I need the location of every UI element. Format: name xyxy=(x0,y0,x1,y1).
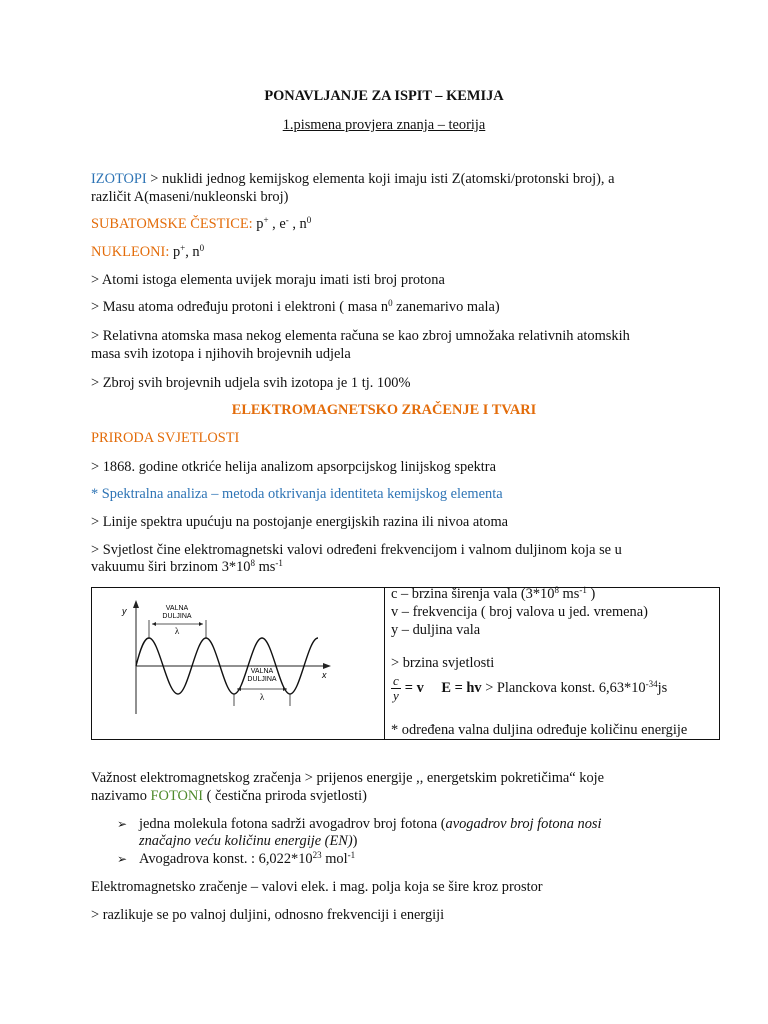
bullet-arrow-2: ➢ xyxy=(117,852,128,866)
box-c-text-a: c – brzina širenja vala (3*10 xyxy=(391,586,555,602)
box-c-text-c: ) xyxy=(586,586,596,602)
vaznost-line-1: Važnost elektromagnetskog zračenja > prijenos energije ,, energetskim pokretičima“ koje xyxy=(91,770,605,786)
bullet-1-text: jedna molekula fotona sadrži avogadrov broj fotona ( xyxy=(139,816,446,832)
box-y-line: y – duljina vala xyxy=(391,622,481,638)
top-label-1: VALNA xyxy=(165,605,189,612)
planck-text-b: js xyxy=(657,679,668,696)
bullet-1-italic-1: avogadrov broj fotona nosi xyxy=(445,816,602,832)
top-label-2: DULJINA xyxy=(162,613,192,620)
x-axis-arrow xyxy=(323,663,331,669)
box-brzina-line: > brzina svjetlosti xyxy=(391,655,495,671)
neutron-symbol: , n xyxy=(288,216,307,232)
document-title: PONAVLJANJE ZA ISPIT – KEMIJA xyxy=(264,88,504,104)
electron-symbol: , e xyxy=(268,216,286,232)
nukleoni-proton-charge: + xyxy=(180,243,186,253)
wave-diagram xyxy=(112,594,372,734)
box-equation-line xyxy=(391,674,667,703)
bullet-1-end: ) xyxy=(352,833,358,849)
masa-text-a: > Masu atoma određuju protoni i elektroni ( masa n xyxy=(91,299,389,315)
relativna-line-2: masa svih izotopa i njihovih brojevnih udjela xyxy=(91,346,351,362)
paragraph-1868: > 1868. godine otkriće helija analizom apsorpcijskog linijskog spektra xyxy=(91,459,496,475)
top-dim-arrow-left xyxy=(152,622,156,626)
document-subtitle: 1.pismena provjera znanja – teorija xyxy=(282,117,486,133)
svjetlost-text-b: ms xyxy=(254,559,276,575)
planck-text-a: > Planckova konst. 6,63*10 xyxy=(481,679,646,696)
svjetlost-text-a: vakuumu širi brzinom 3*10 xyxy=(91,559,251,575)
bullet-2-sup-1: 23 xyxy=(312,850,322,860)
box-c-text-b: ms xyxy=(558,586,580,602)
bullet-1-line-1 xyxy=(139,815,602,833)
priroda-heading: PRIRODA SVJETLOSTI xyxy=(91,430,240,446)
masa-paragraph xyxy=(91,298,691,316)
svjetlost-line-2 xyxy=(91,558,691,576)
bullet-arrow-1: ➢ xyxy=(117,817,128,831)
svjetlost-line-1: > Svjetlost čine elektromagnetski valovi određeni frekvencijom i valnom duljinom koja se u xyxy=(91,542,622,558)
nukleoni-paragraph xyxy=(91,243,691,261)
spektralna-paragraph: * Spektralna analiza – metoda otkrivanja identiteta kemijskog elementa xyxy=(91,486,503,502)
svjetlost-sup-1: 8 xyxy=(250,558,255,568)
bottom-label-1: VALNA xyxy=(250,668,274,675)
izotopi-term: IZOTOPI xyxy=(91,171,147,187)
izotopi-text-2: različit A(maseni/nukleonski broj) xyxy=(91,189,289,205)
fraction-numerator: c xyxy=(393,673,399,688)
bullet-1-italic-2: značajno veću količinu energije (EN) xyxy=(139,833,353,849)
relativna-line-1: > Relativna atomska masa nekog elementa računa se kao zbroj umnožaka relativnih atomskih xyxy=(91,328,630,344)
nukleoni-term: NUKLEONI: xyxy=(91,244,170,260)
subatomske-term: SUBATOMSKE ČESTICE: xyxy=(91,216,253,232)
masa-sup: 0 xyxy=(388,298,393,308)
bullet-1-line-2 xyxy=(139,832,357,850)
top-lambda: λ xyxy=(174,626,180,636)
em-definition-paragraph: Elektromagnetsko zračenje – valovi elek. i mag. polja koja se šire kroz prostor xyxy=(91,879,543,895)
bullet-2-text-a: Avogadrova konst. : 6,022*10 xyxy=(139,851,313,867)
equation-v: = v xyxy=(404,679,424,696)
zbroj-paragraph: > Zbroj svih brojevnih udjela svih izotopa je 1 tj. 100% xyxy=(91,375,411,391)
nukleoni-proton: p xyxy=(169,244,181,260)
razlikuje-paragraph: > razlikuje se po valnoj duljini, odnosno frekvenciji i energiji xyxy=(91,907,445,923)
planck-sup: -34 xyxy=(645,678,658,689)
nukleoni-neutron-charge: 0 xyxy=(199,243,205,253)
proton-symbol: p xyxy=(252,216,264,232)
top-dim-arrow-right xyxy=(199,622,203,626)
bottom-lambda: λ xyxy=(259,692,265,702)
vaznost-text-a: nazivamo xyxy=(91,788,151,804)
box-odredena-line: * određena valna duljina određuje količinu energije xyxy=(391,722,688,738)
vaznost-line-2 xyxy=(91,787,691,805)
neutron-charge: 0 xyxy=(306,215,312,225)
izotopi-paragraph xyxy=(91,170,691,188)
masa-text-b: zanemarivo mala) xyxy=(392,299,500,315)
bullet-2-text-b: mol xyxy=(321,851,348,867)
svjetlost-sup-2: -1 xyxy=(275,558,283,568)
fraction-c-over-y xyxy=(391,674,401,703)
fraction-denominator: y xyxy=(393,688,399,703)
fotoni-term: FOTONI xyxy=(150,788,204,804)
bottom-label-2: DULJINA xyxy=(247,676,277,683)
section-heading-em: ELEKTROMAGNETSKO ZRAČENJE I TVARI xyxy=(231,402,537,418)
izotopi-text-1: > nuklidi jednog kemijskog elementa koji imaju isti Z(atomski/protonski broj), a xyxy=(146,171,615,187)
nukleoni-neutron: , n xyxy=(185,244,200,260)
subatomske-paragraph xyxy=(91,215,691,233)
bullet-2-line xyxy=(139,850,355,868)
box-c-line xyxy=(391,585,595,603)
bullet-2-sup-2: -1 xyxy=(347,850,356,860)
box-v-line: v – frekvencija ( broj valova u jed. vremena) xyxy=(391,604,648,620)
electron-charge: - xyxy=(285,215,289,225)
box-c-sup-1: 8 xyxy=(554,585,559,595)
wave-table xyxy=(91,587,720,740)
y-axis-arrow xyxy=(133,600,139,608)
equation-e: E = hv xyxy=(441,679,482,696)
vaznost-text-b: ( čestična priroda svjetlosti) xyxy=(203,788,367,804)
table-divider xyxy=(384,588,385,739)
x-axis-label: x xyxy=(322,670,327,680)
linije-paragraph: > Linije spektra upućuju na postojanje energijskih razina ili nivoa atoma xyxy=(91,514,509,530)
proton-charge: + xyxy=(263,215,269,225)
y-axis-label: y xyxy=(122,606,127,616)
box-c-sup-2: -1 xyxy=(579,585,587,595)
atomi-paragraph: > Atomi istoga elementa uvijek moraju imati isti broj protona xyxy=(91,272,445,288)
